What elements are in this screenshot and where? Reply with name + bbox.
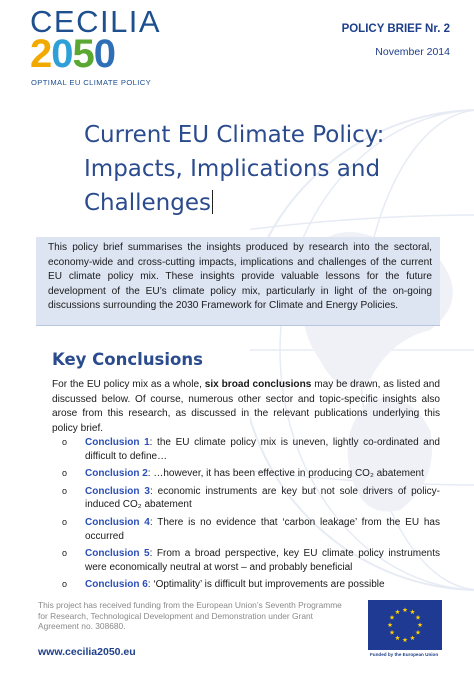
website-link[interactable]: www.cecilia2050.eu bbox=[38, 646, 136, 658]
title-line: Challenges bbox=[84, 190, 211, 216]
summary-box bbox=[36, 237, 440, 326]
eu-flag-icon bbox=[368, 600, 442, 650]
conclusion-label: Conclusion 2 bbox=[85, 468, 148, 480]
key-conclusions-intro bbox=[52, 378, 440, 437]
intro-text: may be drawn, as listed and discussed below. Of course, numerous other sector and topic-specific insights also arose from this research, as discussed in the relevant publications underlying this policy brief. bbox=[52, 379, 441, 435]
key-conclusions-heading: Key Conclusions bbox=[52, 350, 203, 369]
document-title bbox=[84, 118, 444, 220]
conclusion-label: Conclusion 4 bbox=[85, 517, 150, 529]
conclusion-text: : the EU climate policy mix is uneven, lightly co-ordinated and difficult to define… bbox=[85, 437, 440, 462]
list-item bbox=[60, 578, 440, 592]
conclusion-text: : From a broad perspective, key EU climate policy instruments were economically neutral at worst – and probably beneficial bbox=[85, 548, 440, 573]
policy-brief-number: POLICY BRIEF Nr. 2 bbox=[341, 23, 450, 35]
summary-text: This policy brief summarises the insights produced by research into the sectoral, economy-wide and cross-cutting impacts, implications and challenges of the current EU climate policy mix. These insights provide valuable lessons for the future development of the EU’s climate policy mix, particularly in light of the on-going discussions surrounding the 2030 Framework for Climate and Energy Policies. bbox=[48, 242, 432, 312]
eu-funding-caption: Funded by the European Union bbox=[370, 652, 439, 657]
logo-wordmark: CECILIA bbox=[30, 4, 162, 39]
logo-digit: 0 bbox=[51, 32, 73, 76]
list-item bbox=[60, 547, 440, 574]
publication-date: November 2014 bbox=[375, 46, 450, 58]
conclusion-text: : economic instruments are key but not sole drivers of policy-induced CO₂ abatement bbox=[85, 485, 440, 511]
logo-digit: 2 bbox=[30, 32, 52, 76]
logo-year bbox=[30, 34, 115, 74]
intro-emphasis: six broad conclusions bbox=[204, 379, 312, 390]
bullet-icon: o bbox=[62, 437, 68, 447]
conclusion-label: Conclusion 6 bbox=[85, 579, 148, 591]
list-item bbox=[60, 436, 440, 463]
list-item bbox=[60, 485, 440, 512]
bullet-icon: o bbox=[62, 468, 68, 479]
conclusion-label: Conclusion 3 bbox=[85, 485, 150, 497]
list-item bbox=[60, 516, 440, 543]
logo-tagline: OPTIMAL EU CLIMATE POLICY bbox=[31, 78, 152, 87]
conclusion-text: : ‘Optimality’ is difficult but improvements are possible bbox=[147, 579, 385, 591]
bullet-icon: o bbox=[62, 517, 68, 528]
logo-digit: 5 bbox=[72, 32, 94, 76]
title-line-last bbox=[84, 186, 444, 220]
conclusion-text: : There is no evidence that ‘carbon leakage’ from the EU has occurred bbox=[85, 517, 440, 542]
intro-text: For the EU policy mix as a whole, bbox=[52, 379, 205, 390]
conclusions-list bbox=[60, 436, 440, 596]
bullet-icon: o bbox=[62, 485, 68, 496]
funding-notice: This project has received funding from the European Union’s Seventh Programme for Research, Technological Development and Demonstration under Grant Agreement no. 308680. bbox=[38, 600, 342, 632]
title-line: Impacts, Implications and bbox=[84, 156, 381, 182]
conclusion-label: Conclusion 1 bbox=[85, 437, 150, 448]
bullet-icon: o bbox=[62, 579, 68, 590]
title-line: Current EU Climate Policy: bbox=[84, 122, 385, 148]
conclusion-label: Conclusion 5 bbox=[85, 548, 150, 560]
cecilia-logo bbox=[30, 4, 170, 92]
logo-digit-globe: 0 bbox=[93, 32, 115, 76]
conclusion-text: : …however, it has been effective in producing CO₂ abatement bbox=[147, 468, 424, 480]
text-cursor bbox=[212, 190, 213, 214]
list-item bbox=[60, 467, 440, 481]
bullet-icon: o bbox=[62, 548, 68, 559]
